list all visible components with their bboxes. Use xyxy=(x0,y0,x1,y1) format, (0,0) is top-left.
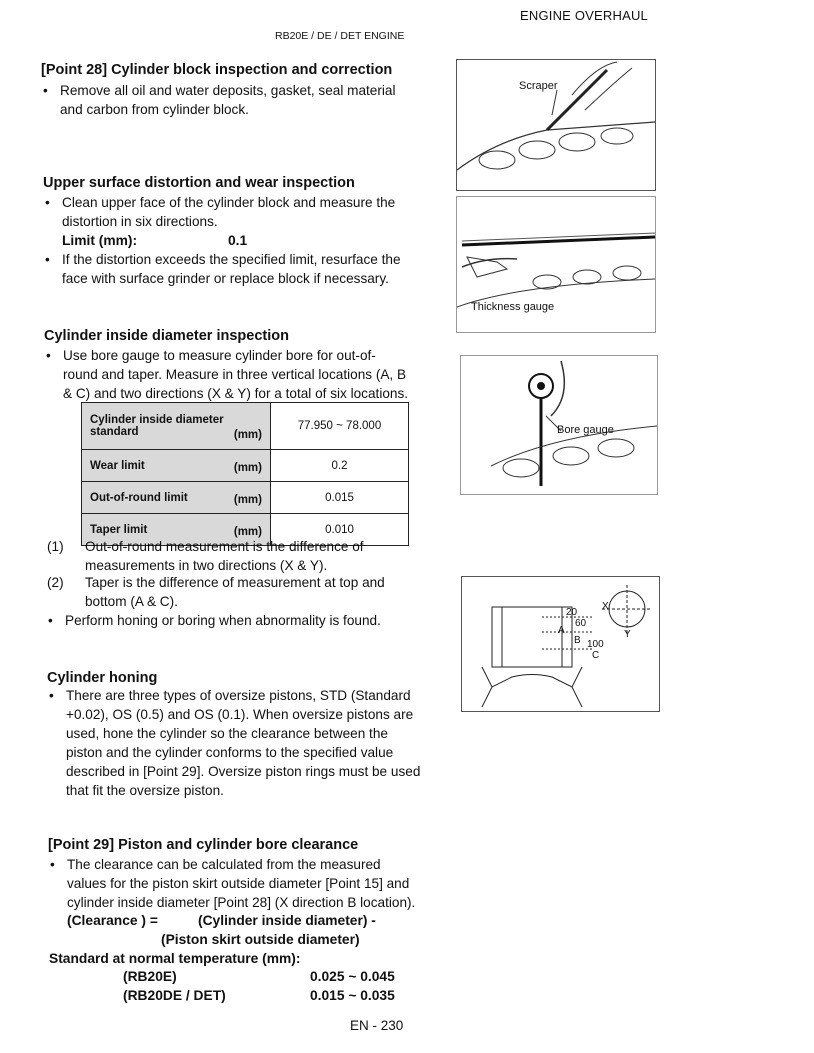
dir-x: X xyxy=(602,601,609,612)
formula-lhs: (Clearance ) = xyxy=(67,913,158,928)
scraper-figure xyxy=(456,59,656,191)
measurement-figure xyxy=(461,576,660,712)
std-value-2: 0.015 ~ 0.035 xyxy=(310,988,395,1003)
diameter-title: Cylinder inside diameter inspection xyxy=(44,328,289,344)
note-1: (1) Out-of-round measurement is the difference of measurements in two directions (X & Y). xyxy=(47,539,364,573)
table-value: 77.950 ~ 78.000 xyxy=(271,403,409,450)
thickness-label: Thickness gauge xyxy=(471,301,555,313)
dim-mid: 60 xyxy=(575,618,587,629)
standard-title: Standard at normal temperature (mm): xyxy=(49,951,301,966)
loc-a: A xyxy=(558,625,565,636)
point28-bullet: • Remove all oil and water deposits, gasket, seal material and carbon from cylinder block. xyxy=(43,83,396,117)
table-value: 0.015 xyxy=(271,482,409,514)
note-2: (2) Taper is the difference of measurement at top and bottom (A & C). xyxy=(47,575,385,609)
table-key: Taper limit (mm) xyxy=(82,514,271,546)
table-value: 0.2 xyxy=(271,450,409,482)
limit-label: Limit (mm): xyxy=(62,233,138,248)
dir-y: Y xyxy=(624,629,631,640)
scraper-label: Scraper xyxy=(519,80,558,92)
distortion-bullet-1: • Clean upper face of the cylinder block and measure the distortion in six directions. xyxy=(45,195,396,229)
loc-c: C xyxy=(592,650,600,661)
diameter-bullet: • Use bore gauge to measure cylinder bore for out-of- round and taper. Measure in three vertical locations (A, B & C) and two directions (X & Y) for a total of six locations. xyxy=(46,348,409,401)
bore-label: Bore gauge xyxy=(557,424,614,436)
bore-figure xyxy=(460,355,658,495)
std-engine-1: (RB20E) xyxy=(123,969,177,984)
point29-bullet: • The clearance can be calculated from the measured values for the piston skirt outside diameter [Point 15] and cylinder inside diameter [Point 28] (X direction B location). xyxy=(50,857,416,910)
distortion-title: Upper surface distortion and wear inspection xyxy=(43,175,355,191)
honing-bullet: • There are three types of oversize pistons, STD (Standard +0.02), OS (0.5) and OS (0.1). When oversize pistons are used, hone the cylinder so the clearance between the piston and the cylinder conforms to the specified value described in [Point 29]. Oversize piston rings must be used that fit the oversize piston. xyxy=(49,688,421,798)
table-key: Out-of-round limit (mm) xyxy=(82,482,271,514)
measurement-illustration xyxy=(462,577,659,711)
dim-bot: 100 xyxy=(587,639,604,650)
table-row xyxy=(82,482,409,514)
engine-header: RB20E / DE / DET ENGINE xyxy=(275,30,405,42)
formula-rhs-2: (Piston skirt outside diameter) xyxy=(161,932,360,947)
thickness-figure xyxy=(456,196,656,333)
loc-b: B xyxy=(574,635,581,646)
table-row xyxy=(82,403,409,450)
dim-top: 20 xyxy=(566,607,578,618)
table-key: Cylinder inside diameter standard (mm) xyxy=(82,403,271,450)
honing-title: Cylinder honing xyxy=(47,670,158,686)
point28-title: [Point 28] Cylinder block inspection and correction xyxy=(41,62,393,78)
formula-rhs-1: (Cylinder inside diameter) - xyxy=(198,913,376,928)
table-key: Wear limit (mm) xyxy=(82,450,271,482)
page-number: EN - 230 xyxy=(350,1018,404,1033)
std-engine-2: (RB20DE / DET) xyxy=(123,988,226,1003)
diameter-bullet-2: • Perform honing or boring when abnormality is found. xyxy=(48,613,381,628)
point29-title: [Point 29] Piston and cylinder bore clearance xyxy=(48,837,359,853)
std-value-1: 0.025 ~ 0.045 xyxy=(310,969,395,984)
table-row xyxy=(82,450,409,482)
table-value: 0.010 xyxy=(271,514,409,546)
diameter-spec-table xyxy=(81,402,409,546)
distortion-bullet-2: • If the distortion exceeds the specified limit, resurface the face with surface grinder or replace block if necessary. xyxy=(45,252,401,286)
limit-value: 0.1 xyxy=(228,233,248,248)
section-header: ENGINE OVERHAUL xyxy=(520,8,648,23)
